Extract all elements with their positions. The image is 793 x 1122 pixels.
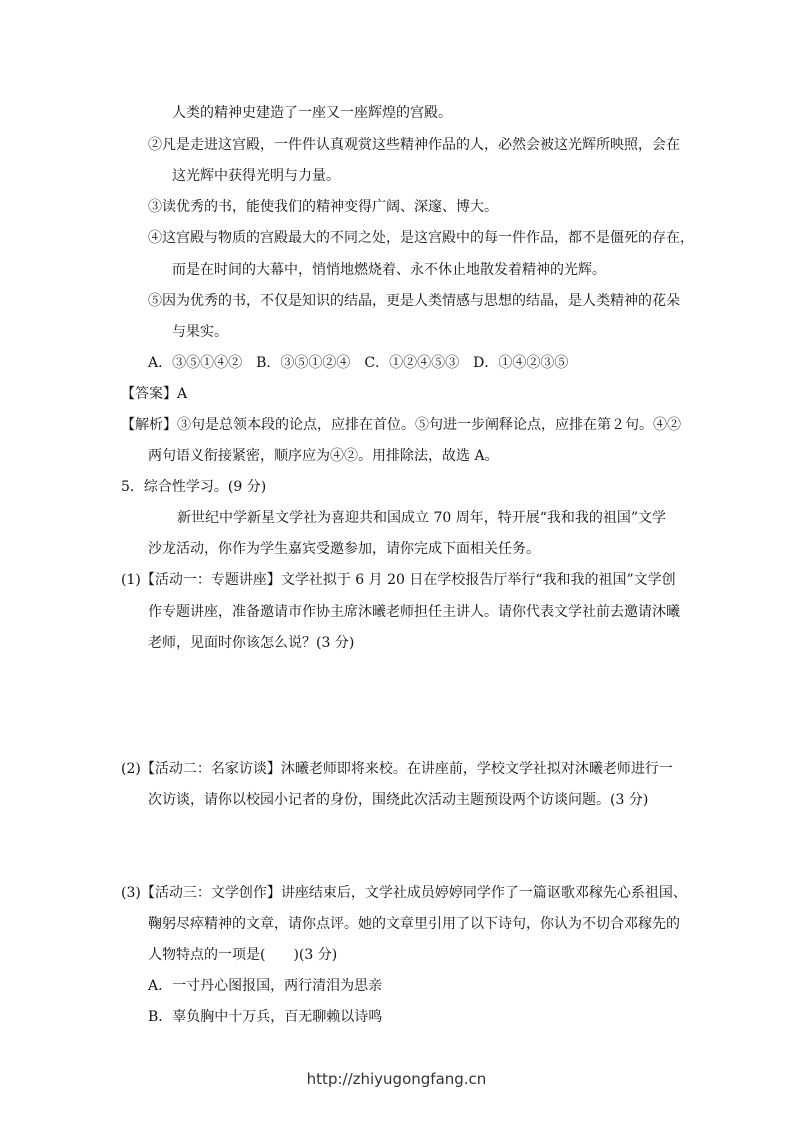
- footer-url: http://zhiyugongfang.cn: [306, 1070, 487, 1088]
- text-line: 新世纪中学新星文学社为喜迎共和国成立 70 周年，特开展“我和我的祖国”文学: [177, 510, 667, 526]
- question-heading: 5．综合性学习。(9 分): [121, 479, 267, 495]
- text-line: 次访谈，请你以校园小记者的身份，围绕此次活动主题预设两个访谈问题。(3 分): [148, 792, 649, 808]
- text-line: ⑤因为优秀的书，不仅是知识的结晶，更是人类情感与思想的结晶，是人类精神的花朵: [148, 293, 680, 309]
- text-line: ②凡是走进这宫殿，一件件认真观赏这些精神作品的人，必然会被这光辉所映照，会在: [148, 137, 680, 153]
- sub-question: (3)【活动三：文学创作】讲座结束后，文学社成员婷婷同学作了一篇讴歌邓稼先心系祖国、: [121, 885, 687, 901]
- option-line: A．一寸丹心图报国，两行清泪为思亲: [148, 978, 383, 994]
- text-line: 作专题讲座，准备邀请市作协主席沐曦老师担任主讲人。请你代表文学社前去邀请沐曦: [148, 604, 680, 620]
- text-line: 人物特点的一项是( )(3 分): [148, 947, 338, 963]
- text-line: 人类的精神史建造了一座又一座辉煌的宫殿。: [172, 105, 452, 121]
- answer-options: A．③⑤①④② B．③⑤①②④ C．①②④⑤③ D．①④②③⑤: [148, 355, 569, 371]
- text-line: ③读优秀的书，能使我们的精神变得广阔、深邃、博大。: [148, 199, 498, 215]
- analysis-text: 两句语义衔接紧密，顺序应为④②。用排除法，故选 A。: [148, 448, 499, 464]
- answer-label: 【答案】A: [121, 386, 188, 402]
- text-line: 老师，见面时你该怎么说？(3 分): [148, 635, 355, 651]
- text-line: 鞠躬尽瘁精神的文章，请你点评。她的文章里引用了以下诗句，你认为不切合邓稼先的: [148, 916, 680, 932]
- option-line: B．辜负胸中十万兵，百无聊赖以诗鸣: [148, 1009, 383, 1025]
- text-line: 这光辉中获得光明与力量。: [172, 168, 340, 184]
- sub-question: (2)【活动二：名家访谈】沐曦老师即将来校。在讲座前，学校文学社拟对沐曦老师进行一: [121, 761, 673, 777]
- sub-question: (1)【活动一：专题讲座】文学社拟于 6 月 20 日在学校报告厅举行“我和我的祖国”文学创: [121, 572, 676, 588]
- text-line: ④这宫殿与物质的宫殿最大的不同之处，是这宫殿中的每一件作品，都不是僵死的存在，: [148, 230, 694, 246]
- analysis-text: 【解析】③句是总领本段的论点，应排在首位。⑤句进一步阐释论点，应排在第２句。④②: [121, 417, 681, 433]
- text-line: 而是在时间的大幕中，悄悄地燃烧着、永不休止地散发着精神的光辉。: [172, 262, 606, 278]
- text-line: 与果实。: [172, 324, 228, 340]
- text-line: 沙龙活动，你作为学生嘉宾受邀参加，请你完成下面相关任务。: [148, 541, 540, 557]
